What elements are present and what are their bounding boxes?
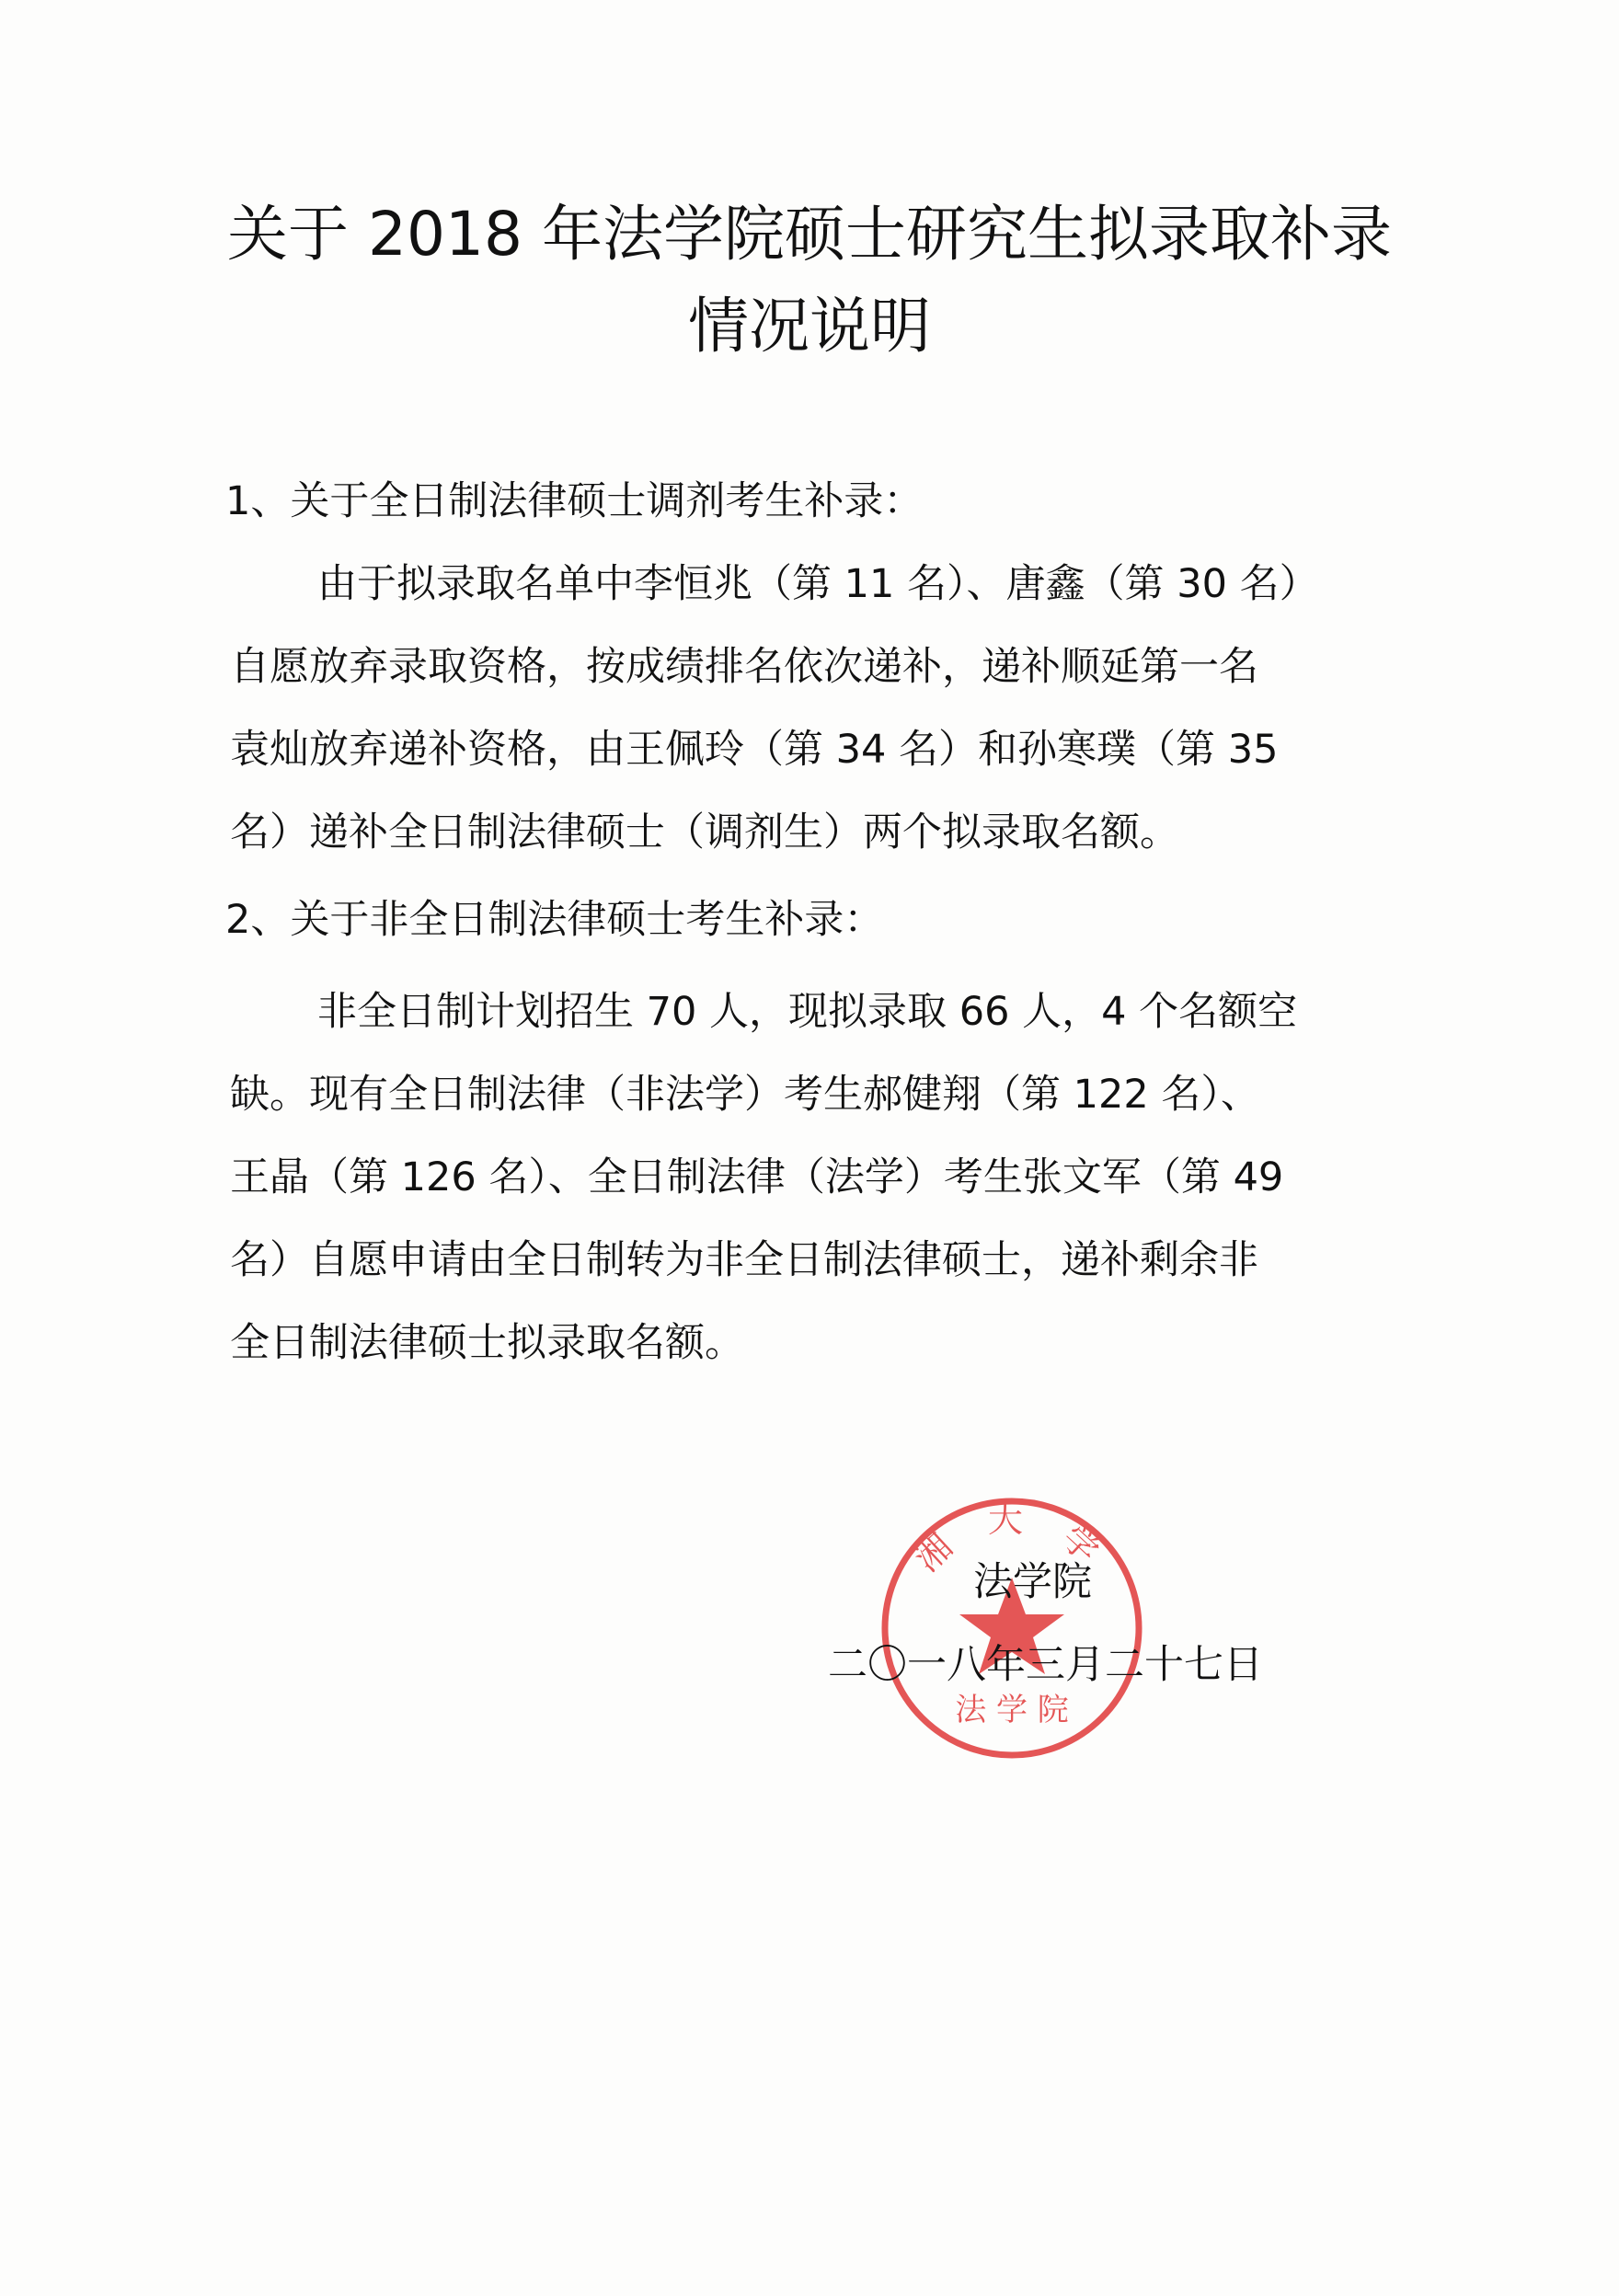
section2-line-4: 名）自愿申请由全日制转为非全日制法律硕士，递补剩余非 (230, 1237, 1258, 1283)
seal-text-bottom: 法 学 院 (955, 1692, 1069, 1728)
section1-line-2: 自愿放弃录取资格，按成绩排名依次递补，递补顺延第一名 (230, 644, 1258, 690)
section1-line-1: 由于拟录取名单中李恒兆（第 11 名）、唐鑫（第 30 名） (317, 561, 1319, 607)
document-title-line1: 关于 2018 年法学院硕士研究生拟录取补录 (227, 199, 1392, 270)
document-title-line2: 情况说明 (688, 291, 931, 362)
section2-line-5: 全日制法律硕士拟录取名额。 (230, 1320, 744, 1366)
section1-heading: 1、关于全日制法律硕士调剂考生补录： (225, 478, 924, 524)
section1-line-4: 名）递补全日制法律硕士（调剂生）两个拟录取名额。 (230, 809, 1179, 855)
official-seal (874, 1490, 1150, 1766)
signature-date: 二〇一八年三月二十七日 (828, 1642, 1263, 1688)
section1-line-3: 袁灿放弃递补资格，由王佩玲（第 34 名）和孙寒璞（第 35 (230, 727, 1279, 773)
section2-heading: 2、关于非全日制法律硕士考生补录： (225, 897, 884, 943)
seal-text-top: 湘 大 学 (907, 1499, 1117, 1580)
section2-line-1: 非全日制计划招生 70 人，现拟录取 66 人，4 个名额空 (317, 989, 1298, 1035)
section2-line-3: 王晶（第 126 名）、全日制法律（法学）考生张文军（第 49 (230, 1154, 1284, 1200)
section2-line-2: 缺。现有全日制法律（非法学）考生郝健翔（第 122 名）、 (230, 1072, 1260, 1118)
signature-org: 法学院 (973, 1559, 1092, 1605)
